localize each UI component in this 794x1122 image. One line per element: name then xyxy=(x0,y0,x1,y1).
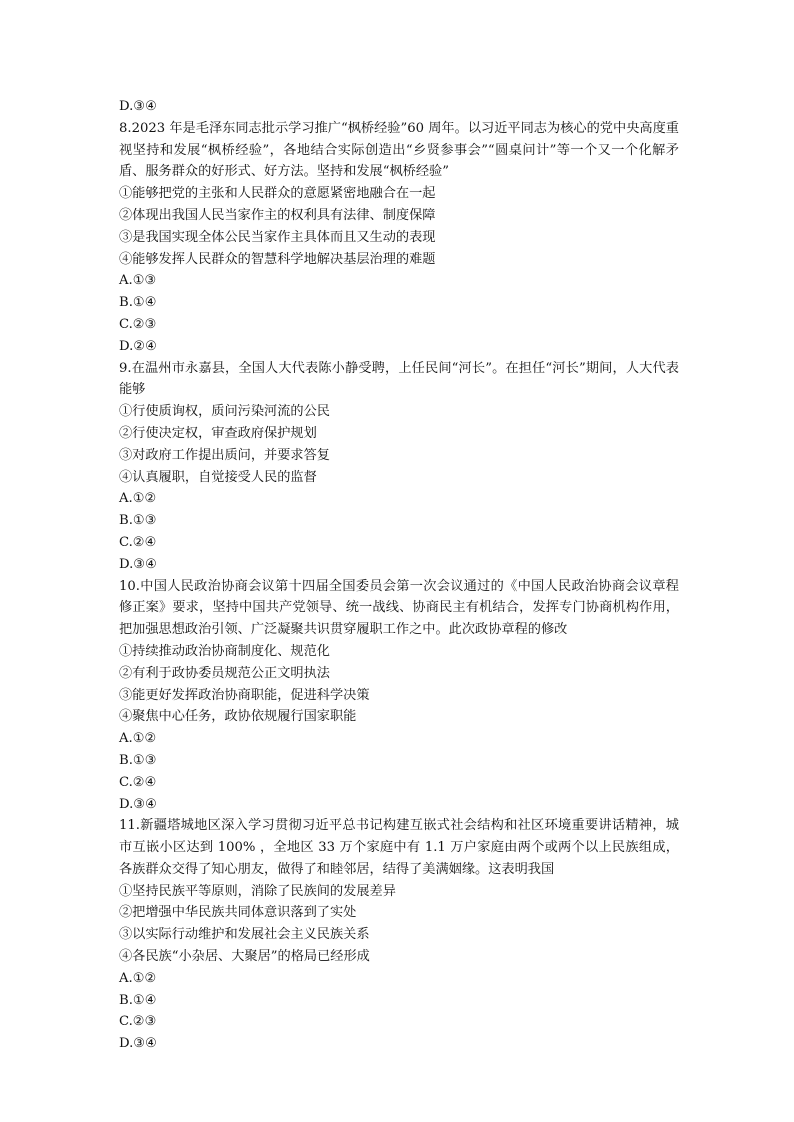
option-c: C.②③ xyxy=(119,1014,157,1030)
prev-question-option-d: D.③④ xyxy=(119,99,157,114)
statement-3: ③以实际行动维护和发展社会主义民族关系 xyxy=(119,927,370,943)
statement-2: ②行使决定权，审查政府保护规划 xyxy=(119,425,317,441)
question-9 xyxy=(119,358,679,576)
option-d: D.②④ xyxy=(119,338,157,354)
statement-1: ①持续推动政治协商制度化、规范化 xyxy=(119,643,330,659)
option-d: D.③④ xyxy=(119,556,157,572)
question-stem: 11.新疆塔城地区深入学习贯彻习近平总书记构建互嵌式社会结构和社区环境重要讲话精神，城市互嵌小区达到 100% ，全地区 33 万个家庭中有 1.1 万户家庭由两个或两个以上民族组成，各族群众交得了知心朋友，做得了和睦邻居，结得了美满姻缘。这表明我国 xyxy=(119,818,679,877)
option-c: C.②④ xyxy=(119,774,157,790)
statement-3: ③能更好发挥政治协商职能，促进科学决策 xyxy=(119,687,370,703)
statement-4: ④聚焦中心任务，政协依规履行国家职能 xyxy=(119,709,357,725)
question-stem: 8.2023 年是毛泽东同志批示学习推广“枫桥经验”60 周年。以习近平同志为核心的党中央高度重视坚持和发展“枫桥经验”，各地结合实际创造出“乡贤参事会”“圆桌问计”等一个又一个化解矛盾、服务群众的好形式、好方法。坚持和发展“枫桥经验” xyxy=(119,120,679,180)
question-10 xyxy=(119,576,679,816)
option-b: B.①③ xyxy=(119,513,157,529)
option-b: B.①④ xyxy=(119,295,157,311)
statement-2: ②有利于政协委员规范公正文明执法 xyxy=(119,665,330,681)
statement-3: ③对政府工作提出质问，并要求答复 xyxy=(119,447,330,463)
statement-3: ③是我国实现全体公民当家作主具体而且又生动的表现 xyxy=(119,229,436,245)
question-stem: 9.在温州市永嘉县，全国人大代表陈小静受聘，上任民间“河长”。在担任“河长”期间，人大代表能够 xyxy=(119,360,679,398)
option-d: D.③④ xyxy=(119,796,157,812)
option-c: C.②④ xyxy=(119,534,157,550)
question-stem: 10.中国人民政治协商会议第十四届全国委员会第一次会议通过的《中国人民政治协商会议章程修正案》要求，坚持中国共产党领导、统一战线、协商民主有机结合，发挥专门协商机构作用，把加强思想政治引领、广泛凝聚共识贯穿履职工作之中。此次政协章程的修改 xyxy=(119,578,679,638)
question-8 xyxy=(119,118,679,358)
statement-2: ②体现出我国人民当家作主的权利具有法律、制度保障 xyxy=(119,207,436,223)
statement-4: ④认真履职，自觉接受人民的监督 xyxy=(119,469,317,485)
statement-1: ①坚持民族平等原则，消除了民族间的发展差异 xyxy=(119,883,396,899)
exam-page xyxy=(119,96,679,1055)
statement-1: ①能够把党的主张和人民群众的意愿紧密地融合在一起 xyxy=(119,186,436,202)
option-b: B.①④ xyxy=(119,992,157,1008)
statement-1: ①行使质询权，质问污染河流的公民 xyxy=(119,404,330,420)
option-a: A.①② xyxy=(119,491,157,507)
question-11 xyxy=(119,815,679,1055)
statement-4: ④能够发挥人民群众的智慧科学地解决基层治理的难题 xyxy=(119,251,436,267)
option-a: A.①② xyxy=(119,970,157,986)
option-b: B.①③ xyxy=(119,752,157,768)
option-a: A.①② xyxy=(119,731,157,747)
option-d: D.③④ xyxy=(119,1036,157,1052)
statement-2: ②把增强中华民族共同体意识落到了实处 xyxy=(119,905,357,921)
statement-4: ④各民族“小杂居、大聚居”的格局已经形成 xyxy=(119,949,370,965)
option-a: A.①③ xyxy=(119,273,157,289)
option-c: C.②③ xyxy=(119,316,157,332)
